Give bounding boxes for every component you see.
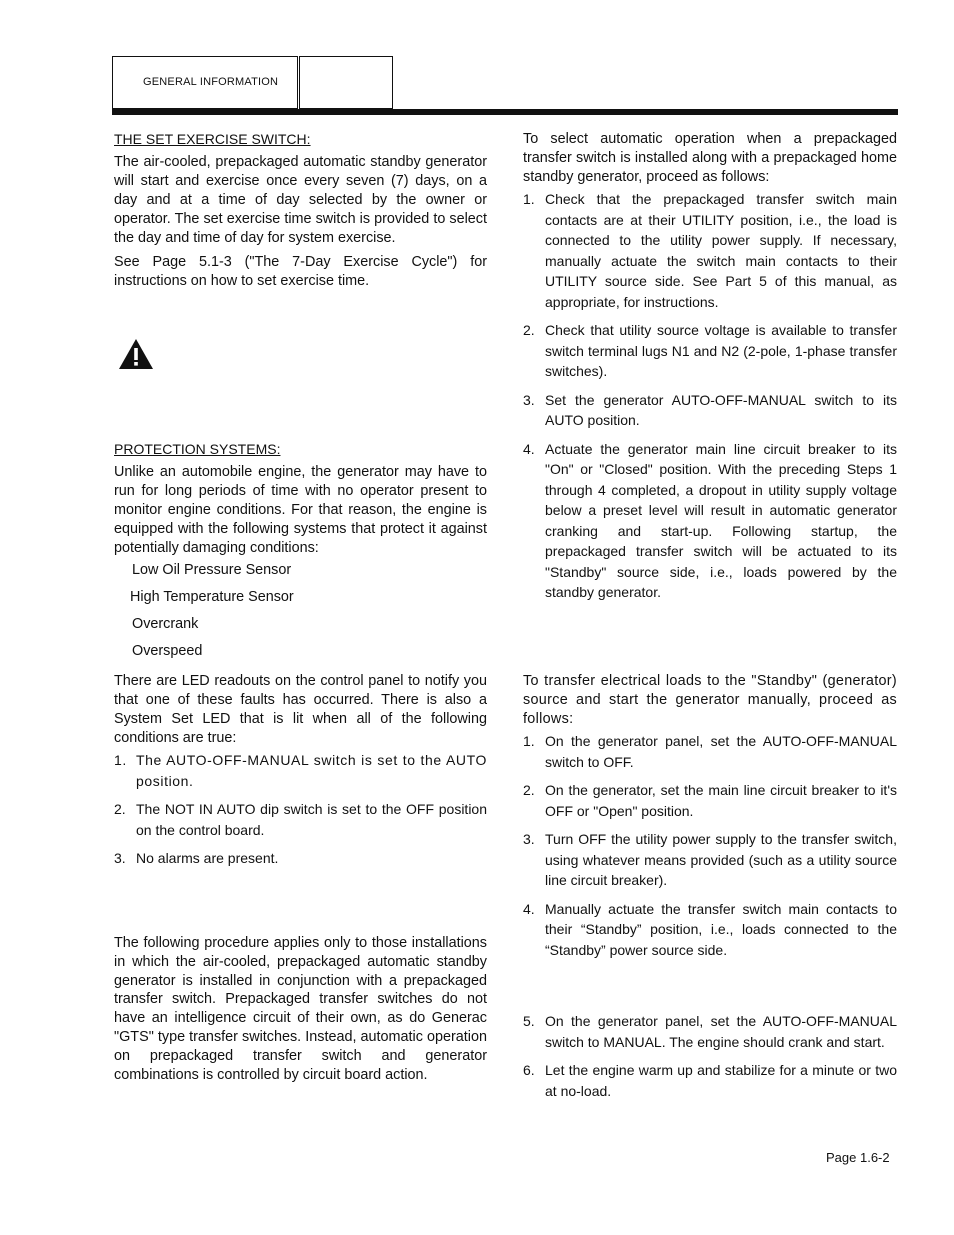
step-text: Manually actuate the transfer switch main contacts to their “Standby” position, i.e., loads connected to the “Standby” power source side. <box>545 900 897 958</box>
list-item: High Temperature Sensor <box>130 589 294 605</box>
list-item: Overcrank <box>132 616 199 632</box>
list-item: Low Oil Pressure Sensor <box>132 562 292 578</box>
header-rule <box>112 109 898 115</box>
condition-text: No alarms are present. <box>136 850 279 866</box>
procedure-paragraph: The following procedure applies only to those installations in which the air-cooled, prepackaged automatic standby generator is installed in conjunction with a prepackaged transfer switch. Prepackaged transfer switches do not have an intelligence circuit of their own, as do Generac "GTS" type transfer switches. Instead, automatic operation on prepackaged transfer switch and generator combinations is controlled by circuit board action. <box>114 935 487 1083</box>
list-item <box>523 780 897 821</box>
step-number: 2. <box>523 782 535 798</box>
step-number: 4. <box>523 440 535 457</box>
step-number: 1. <box>523 191 535 207</box>
condition-number: 2. <box>114 801 126 817</box>
exercise-section <box>114 130 487 291</box>
procedure-section <box>114 934 487 1084</box>
header-section-box <box>112 56 298 109</box>
auto-intro-paragraph: To select automatic operation when a prepackaged transfer switch is installed along with a prepackaged home standby generator, proceed as follows: <box>523 131 897 185</box>
step-number: 4. <box>523 900 535 917</box>
condition-number: 1. <box>114 752 127 768</box>
list-item <box>523 1060 897 1101</box>
list-item <box>114 750 487 791</box>
step-text: Actuate the generator main line circuit breaker to its "On" or "Closed" position. With the preceding Steps 1 through 4 completed, a dropout in utility supply voltage below a preset level will result in automatic generator cranking and start-up. Following startup, the prepackaged transfer switch will be actuated to its "Standby" source side, i.e., loads powered by the standby generator. <box>545 440 897 600</box>
list-item <box>523 189 897 312</box>
step-text: Turn OFF the utility power supply to the transfer switch, using whatever means provided (such as a utility source line circuit breaker). <box>545 831 897 888</box>
exercise-paragraph-1: The air-cooled, prepackaged automatic standby generator will start and exercise once every seven (7) days, on a day and at a time of day selected by the owner or operator. The set exercise time switch is provided to select the day and time of day for system exercise. <box>114 154 487 246</box>
condition-text: The AUTO-OFF-MANUAL switch is set to the AUTO position. <box>136 752 487 789</box>
list-item <box>523 829 897 891</box>
protection-section <box>114 440 487 558</box>
step-text: Let the engine warm up and stabilize for a minute or two at no-load. <box>545 1062 897 1099</box>
protection-paragraph: Unlike an automobile engine, the generator may have to run for long periods of time with no operator present to monitor engine conditions. For that reason, the engine is equipped with the following systems that protect it against potentially damaging conditions: <box>114 464 487 556</box>
step-text: On the generator panel, set the AUTO-OFF-MANUAL switch to MANUAL. The engine should crank and start. <box>545 1013 897 1050</box>
step-number: 2. <box>523 322 535 338</box>
step-number: 3. <box>523 831 535 847</box>
led-paragraph: There are LED readouts on the control panel to notify you that one of these faults has occurred. There is also a System Set LED that is lit when all of the following conditions are true: <box>114 673 487 746</box>
list-item: Overspeed <box>132 643 203 659</box>
step-text: On the generator panel, set the AUTO-OFF-MANUAL switch to OFF. <box>545 733 897 770</box>
condition-text: The NOT IN AUTO dip switch is set to the OFF position on the control board. <box>136 801 487 838</box>
step-number: 6. <box>523 1062 535 1078</box>
manual-steps-list-a <box>523 731 897 960</box>
manual-intro-paragraph: To transfer electrical loads to the "Standby" (generator) source and start the generator manually, proceed as follows: <box>523 673 897 727</box>
manual-steps-list-b <box>523 1011 897 1101</box>
header-empty-box <box>299 56 393 109</box>
step-text: Check that utility source voltage is available to transfer switch terminal lugs N1 and N2 (2-pole, 1-phase transfer switches). <box>545 322 897 379</box>
page-number: Page 1.6-2 <box>826 1150 890 1165</box>
exercise-heading: THE SET EXERCISE SWITCH: <box>114 131 311 147</box>
step-text: Set the generator AUTO-OFF-MANUAL switch to its AUTO position. <box>545 391 897 428</box>
auto-operation-section <box>523 130 897 187</box>
step-text: Check that the prepackaged transfer switch main contacts are at their UTILITY position, i.e., the load is connected to the utility power supply. If necessary, manually actuate the switch main contacts to their UTILITY source side. See Part 5 of this manual, as appropriate, for instructions. <box>545 191 897 310</box>
manual-operation-section <box>523 672 897 729</box>
step-number: 5. <box>523 1013 535 1029</box>
list-item <box>523 390 897 431</box>
list-item <box>523 731 897 772</box>
exercise-paragraph-2: See Page 5.1-3 ("The 7-Day Exercise Cycle") for instructions on how to set exercise time. <box>114 254 487 289</box>
list-item <box>523 439 897 603</box>
step-number: 3. <box>523 391 535 408</box>
step-number: 1. <box>523 733 535 749</box>
list-item <box>523 320 897 382</box>
auto-steps-list <box>523 189 897 603</box>
conditions-list <box>114 750 487 869</box>
list-item <box>523 1011 897 1052</box>
step-text: On the generator, set the main line circuit breaker to it's OFF or "Open" position. <box>545 782 897 819</box>
header-section-label: GENERAL INFORMATION <box>143 76 279 88</box>
led-section <box>114 672 487 748</box>
list-item <box>114 848 487 869</box>
condition-number: 3. <box>114 850 126 866</box>
warning-triangle-icon <box>118 338 154 370</box>
list-item <box>523 899 897 961</box>
list-item <box>114 799 487 840</box>
protection-heading: PROTECTION SYSTEMS: <box>114 441 281 457</box>
